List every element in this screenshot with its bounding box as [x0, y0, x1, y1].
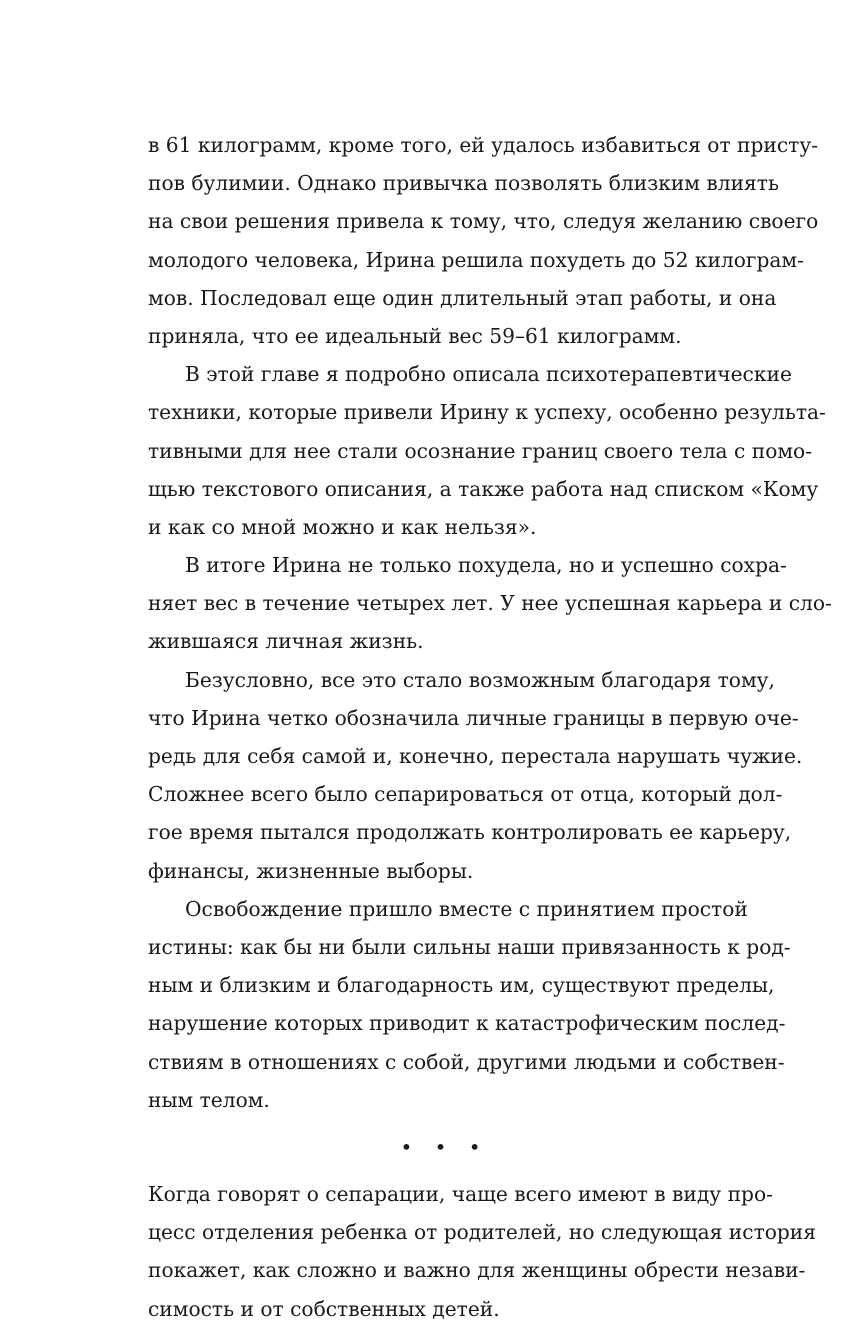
text-line: и как со мной можно и как нельзя». — [148, 514, 537, 539]
separator-dots: • • • — [400, 1134, 489, 1159]
text-line: Сложнее всего было сепарироваться от отца, который дол- — [148, 782, 783, 807]
text-line: редь для себя самой и, конечно, перестала нарушать чужие. — [148, 744, 803, 768]
section-separator — [148, 1128, 733, 1166]
text-line: ствиям в отношениях с собой, другими людьми и собствен- — [148, 1049, 785, 1074]
text-line: техники, которые привели Ирину к успеху, особенно результа- — [148, 400, 826, 425]
text-line: нарушение которых приводит к катастрофическим послед- — [148, 1011, 786, 1036]
text-line: в 61 килограмм, кроме того, ей удалось избавиться от присту- — [148, 133, 819, 157]
text-line: истины: как бы ни были сильны наши привязанность к род- — [148, 934, 791, 959]
text-line: В итоге Ирина не только похудела, но и успешно сохра- — [185, 553, 787, 578]
text-line: приняла, что ее идеальный вес 59–61 килограмм. — [148, 323, 682, 348]
text-line: ным телом. — [148, 1087, 270, 1112]
text-line: няет вес в течение четырех лет. У нее успешная карьера и сло- — [148, 591, 832, 616]
text-line: гое время пытался продолжать контролировать ее карьеру, — [148, 820, 792, 845]
paragraph-3 — [148, 546, 832, 661]
text-line: ным и близким и благодарность им, существуют пределы, — [148, 973, 775, 998]
text-line: покажет, как сложно и важно для женщины обрести незави- — [148, 1258, 806, 1283]
paragraph-4 — [148, 661, 803, 890]
paragraph-6 — [148, 1175, 817, 1328]
text-line: финансы, жизненные выборы. — [148, 858, 474, 883]
text-line: мов. Последовал еще один длительный этап работы, и она — [148, 285, 777, 310]
text-line: жившаяся личная жизнь. — [148, 629, 424, 654]
text-line: молодого человека, Ирина решила похудеть до 52 килограм- — [148, 247, 804, 272]
text-line: Когда говорят о сепарации, чаще всего имеют в виду про- — [148, 1182, 773, 1207]
text-line: Освобождение пришло вместе с принятием простой — [185, 896, 748, 921]
text-line: Безусловно, все это стало возможным благодаря тому, — [185, 667, 775, 692]
text-line: В этой главе я подробно описала психотерапевтические — [185, 362, 792, 387]
text-line: симость и от собственных детей. — [148, 1296, 500, 1321]
text-line: щью текстового описания, а также работа над списком «Кому — [148, 476, 819, 501]
page-text — [148, 126, 832, 1328]
paragraph-2 — [148, 355, 826, 546]
paragraph-1 — [148, 126, 819, 355]
text-line: пов булимии. Однако привычка позволять близким влиять — [148, 171, 779, 196]
text-line: цесс отделения ребенка от родителей, но следующая история — [148, 1220, 817, 1245]
text-line: на свои решения привела к тому, что, следуя желанию своего — [148, 209, 819, 234]
paragraph-5 — [148, 890, 791, 1119]
text-line: что Ирина четко обозначила личные границы в первую оче- — [148, 705, 799, 730]
text-line: тивными для нее стали осознание границ своего тела с помо- — [148, 438, 813, 463]
